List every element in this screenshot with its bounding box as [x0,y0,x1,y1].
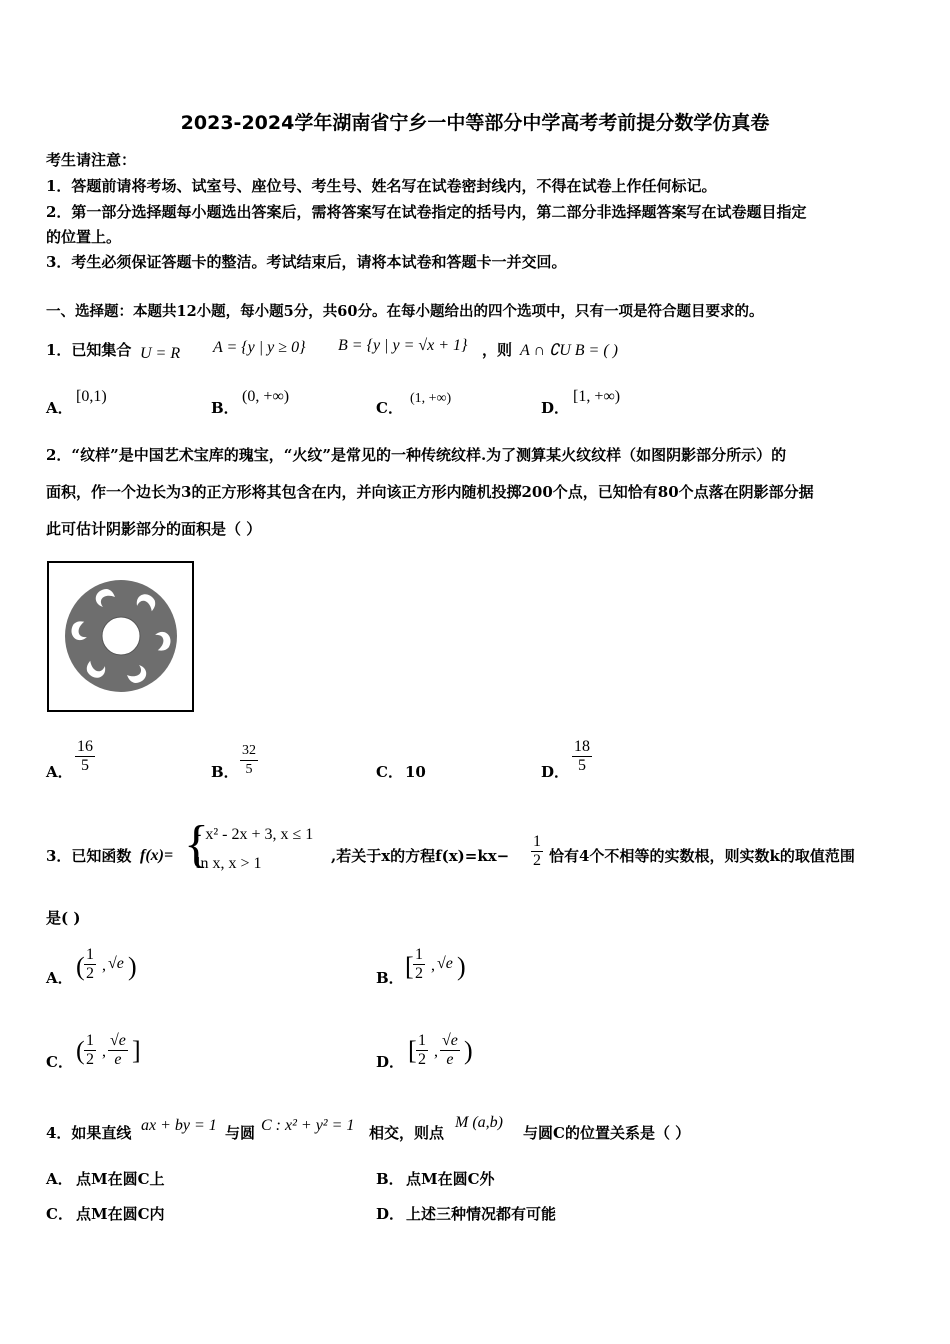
q2-line: 面积，作一个边长为3的正方形将其包含在内，并向该正方形内随机投掷200个点，已知恰有80个点落在阴影部分据 [46,483,814,501]
comma: , [102,957,106,974]
fraction-numerator: 1 [415,946,423,963]
q3-option-d-fraction [416,1032,428,1069]
comma: , [434,1043,438,1060]
q4-option-c-value: 点M在圆C内 [76,1205,165,1223]
fraction-denominator: 5 [75,756,95,775]
bracket-left: [ [408,1036,417,1065]
q4-circle: C : x² + y² = 1 [261,1117,355,1134]
fraction-denominator: 2 [418,1051,426,1068]
q3-option-c-right-fraction [108,1032,128,1069]
q1-b: B = {y | y = √x + 1} [338,337,468,354]
fraction-denominator: 2 [415,965,423,982]
bracket-left: ( [76,1036,85,1065]
fraction-numerator: 1 [86,1032,94,1049]
fraction-denominator: 5 [240,760,258,779]
bracket-right: ) [464,1036,473,1065]
notice-item: 1．答题前请将考场、试室号、座位号、考生号、姓名写在试卷密封线内，不得在试卷上作任何标记。 [46,177,717,195]
q3-option-a-right: √e [108,955,124,972]
q3-case2: ln x, x > 1 [196,855,262,872]
bracket-right: ] [132,1036,141,1065]
q4-option-b-value: 点M在圆C外 [406,1170,495,1188]
comma: , [102,1043,106,1060]
notice-item: 3．考生必须保证答题卡的整洁。考试结束后，请将本试卷和答题卡一并交回。 [46,253,567,271]
bracket-left: [ [405,952,414,981]
q3-line2: 是( ) [46,909,81,927]
q1-option-c-value: (1, +∞) [410,391,452,406]
q4-suffix: 与圆C的位置关系是（ ） [523,1124,691,1142]
notice-heading: 考生请注意： [46,151,137,169]
q3-half-fraction [531,833,543,870]
fraction-numerator: 16 [77,738,93,755]
q3-suffix: 恰有4个不相等的实数根，则实数k的取值范围 [549,847,855,865]
q3-option-a-label: A． [46,969,73,987]
q1-option-c-label: C． [376,399,403,417]
fraction-denominator: e [440,1050,460,1069]
fraction-denominator: e [108,1050,128,1069]
fraction-numerator: 1 [533,833,541,850]
q4-option-d-value: 上述三种情况都有可能 [406,1205,557,1223]
q4-line: ax + by = 1 [141,1117,217,1134]
q4-option-a-label: A． [46,1170,73,1188]
q3-option-a-fraction [84,946,96,983]
fraction-denominator: 2 [86,965,94,982]
q1-option-d-value: [1, +∞) [573,388,621,405]
q3-option-b-fraction [413,946,425,983]
q1-option-b-label: B． [211,399,239,417]
q3-option-b-label: B． [376,969,404,987]
q1-option-a-value: [0,1) [76,388,107,405]
q3-mid: ,若关于x的方程f(x)=kx− [331,847,510,865]
q3-option-c-label: C． [46,1053,73,1071]
q4-option-a-value: 点M在圆C上 [76,1170,165,1188]
q3-case1: - x² - 2x + 3, x ≤ 1 [196,826,314,843]
comma: , [431,957,435,974]
q3-fx: f(x)= [140,847,174,864]
bracket-left: ( [76,952,85,981]
notice-item: 的位置上。 [46,228,122,246]
fraction-numerator: √e [442,1032,458,1049]
fraction-numerator: 1 [86,946,94,963]
q3-prefix: 3．已知函数 [46,847,132,865]
q3-option-d-label: D． [376,1053,405,1071]
q1-expr: A ∩ ∁U B = ( ) [520,342,618,359]
bracket-right: ) [457,952,466,981]
center-hole [102,617,140,655]
q4-option-d-label: D． [376,1205,405,1223]
fraction-denominator: 5 [572,756,592,775]
fraction-denominator: 2 [86,1051,94,1068]
fraction-numerator: 1 [418,1032,426,1049]
q2-option-c-value: 10 [405,763,426,781]
fraction-numerator: √e [110,1032,126,1049]
q3-option-b-right: √e [437,955,453,972]
q1-option-b-value: (0, +∞) [242,388,290,405]
q4-option-b-label: B． [376,1170,404,1188]
q2-option-b-label: B． [211,763,239,781]
q2-option-a-label: A． [46,763,73,781]
q2-option-b-fraction [240,742,258,779]
section-heading: 一、选择题：本题共12小题，每小题5分，共60分。在每小题给出的四个选项中，只有一项是符合题目要求的。 [46,303,764,320]
q1-option-a-label: A． [46,399,73,417]
q3-option-c-fraction [84,1032,96,1069]
bracket-right: ) [128,952,137,981]
q2-option-c-label: C． [376,763,403,781]
q3-option-d-right-fraction [440,1032,460,1069]
q2-line: 2．“纹样”是中国艺术宝库的瑰宝，“火纹”是常见的一种传统纹样.为了测算某火纹纹样（如图阴影部分所示）的 [46,446,787,464]
q4-prefix: 4．如果直线 [46,1124,132,1142]
q2-option-d-fraction [572,738,592,775]
q1-u: U = R [140,345,181,362]
q1-a: A = {y | y ≥ 0} [213,339,306,356]
q1-option-d-label: D． [541,399,570,417]
q3-brace: { [184,816,209,873]
fire-pattern-figure [47,561,195,713]
q4-mid2: 相交，则点 [369,1124,445,1142]
page-title: 2023-2024学年湖南省宁乡一中等部分中学高考考前提分数学仿真卷 [180,112,770,134]
q4-point: M (a,b) [455,1114,503,1131]
q2-option-a-fraction [75,738,95,775]
q2-option-d-label: D． [541,763,570,781]
fraction-denominator: 2 [533,852,541,869]
q1-then: ，则 [482,341,513,359]
notice-item: 2．第一部分选择题每小题选出答案后，需将答案写在试卷指定的括号内，第二部分非选择题答案写在试卷题目指定 [46,203,807,221]
fraction-numerator: 18 [574,738,590,755]
q2-line: 此可估计阴影部分的面积是（ ） [46,520,262,538]
q4-mid1: 与圆 [225,1124,256,1142]
q4-option-c-label: C． [46,1205,73,1223]
fraction-numerator: 32 [242,743,256,758]
q1-prefix: 1．已知集合 [46,341,132,359]
